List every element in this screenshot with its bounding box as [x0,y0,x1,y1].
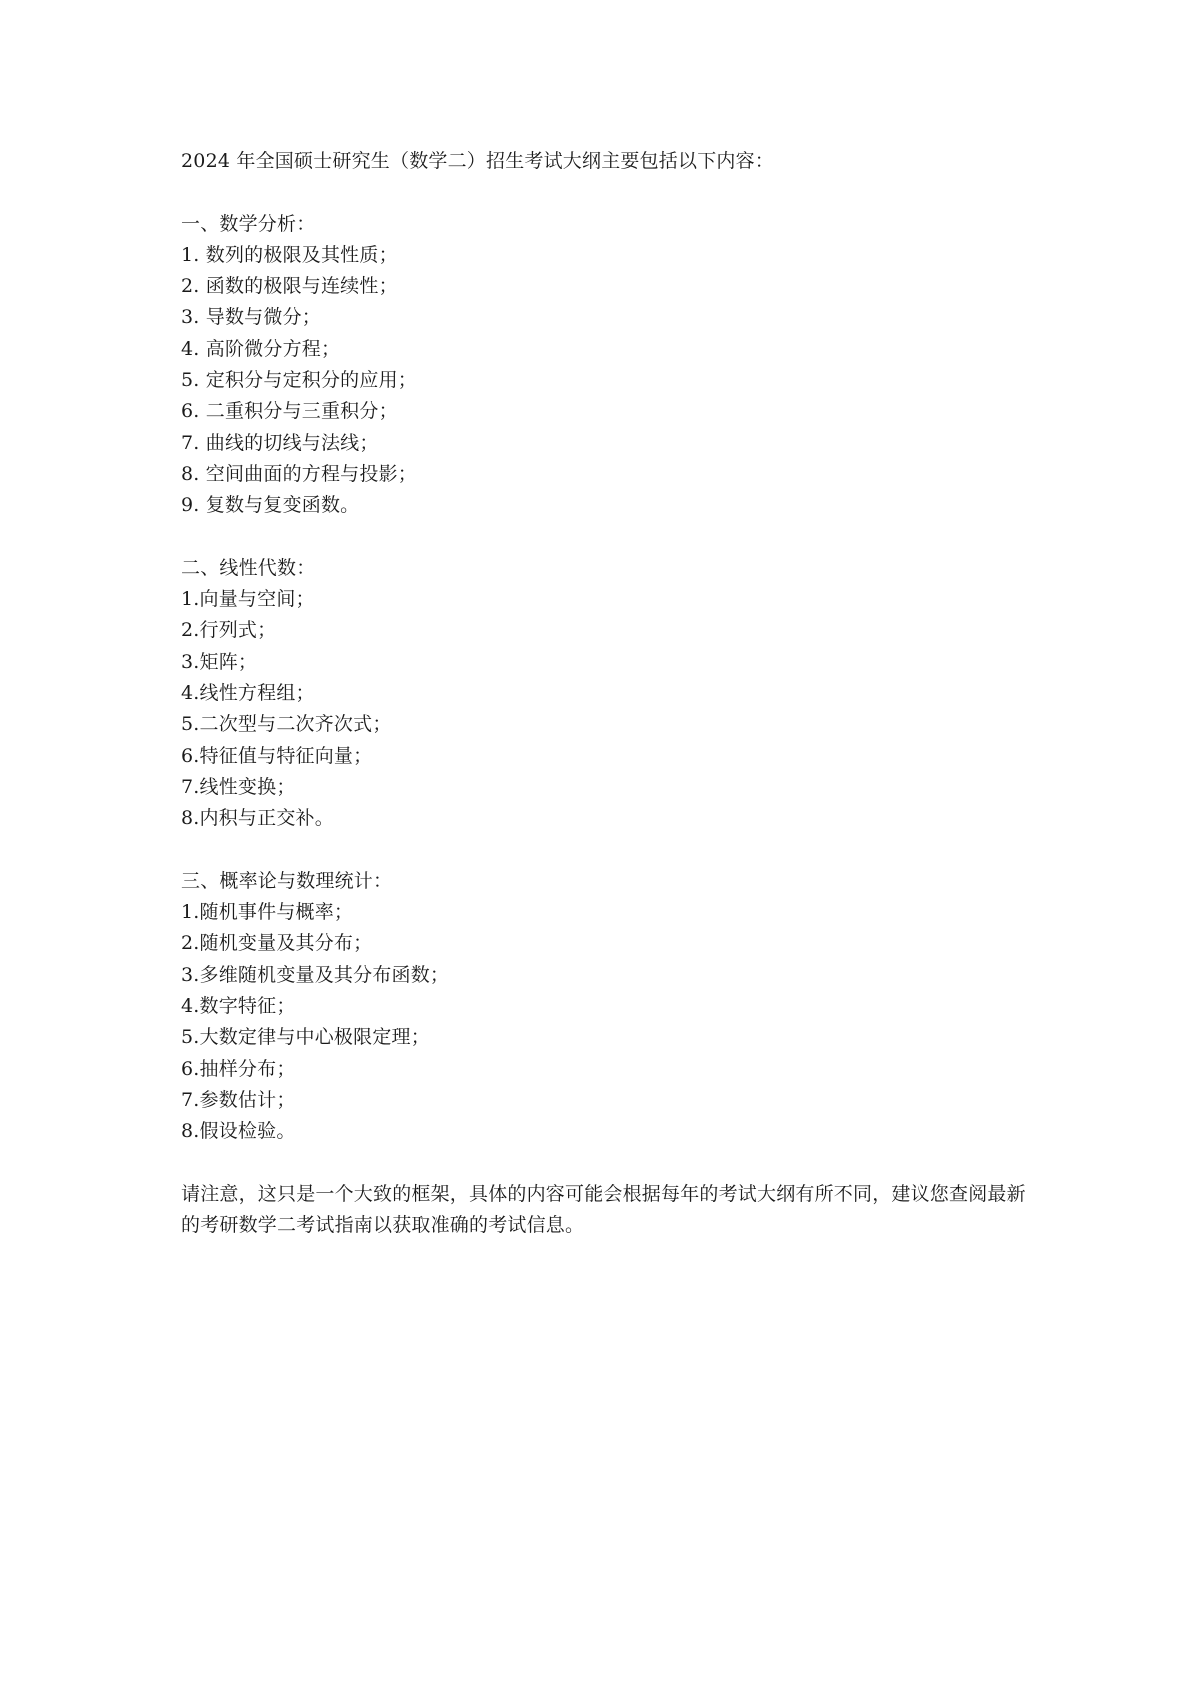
section-linear-algebra [181,553,1041,835]
list-item: 1.向量与空间； [181,588,315,611]
topic-list [181,897,1041,1147]
section-probability-statistics [181,866,1041,1148]
list-item: 8. 空间曲面的方程与投影； [181,462,417,485]
list-item: 4.线性方程组； [181,682,315,705]
list-item: 2.随机变量及其分布； [181,932,373,955]
topic-list [181,240,1041,522]
list-item: 1. 数列的极限及其性质； [181,243,398,266]
list-item: 1.随机事件与概率； [181,901,354,924]
list-item: 6.抽样分布； [181,1057,296,1080]
document-heading: 2024 年全国硕士研究生（数学二）招生考试大纲主要包括以下内容： [181,150,774,172]
blank-line [181,1148,1041,1179]
list-item: 8.内积与正交补。 [181,807,334,830]
blank-line [181,177,1041,208]
list-item: 7.参数估计； [181,1088,296,1111]
list-item: 7.线性变换； [181,775,296,798]
topic-list [181,584,1041,834]
list-item: 9. 复数与复变函数。 [181,494,360,517]
document-body [181,146,1041,1241]
list-item: 5. 定积分与定积分的应用； [181,369,417,392]
section-title: 二、线性代数： [181,556,316,579]
section-math-analysis [181,209,1041,522]
list-item: 2.行列式； [181,619,277,642]
list-item: 4. 高阶微分方程； [181,337,341,360]
list-item: 5.二次型与二次齐次式； [181,713,392,736]
list-item: 3. 导数与微分； [181,306,321,329]
list-item: 4.数字特征； [181,995,296,1018]
list-item: 2. 函数的极限与连续性； [181,275,398,298]
blank-line [181,835,1041,866]
list-item: 3.多维随机变量及其分布函数； [181,963,450,986]
closing-note: 请注意，这只是一个大致的框架，具体的内容可能会根据每年的考试大纲有所不同，建议您查阅最新的考研数学二考试指南以获取准确的考试信息。 [181,1182,1026,1237]
list-item: 7. 曲线的切线与法线； [181,431,379,454]
blank-line [181,522,1041,553]
list-item: 8.假设检验。 [181,1120,296,1143]
section-title: 三、概率论与数理统计： [181,869,393,892]
section-title: 一、数学分析： [181,212,316,235]
list-item: 5.大数定律与中心极限定理； [181,1026,430,1049]
list-item: 3.矩阵； [181,650,258,673]
list-item: 6.特征值与特征向量； [181,744,373,767]
list-item: 6. 二重积分与三重积分； [181,400,398,423]
